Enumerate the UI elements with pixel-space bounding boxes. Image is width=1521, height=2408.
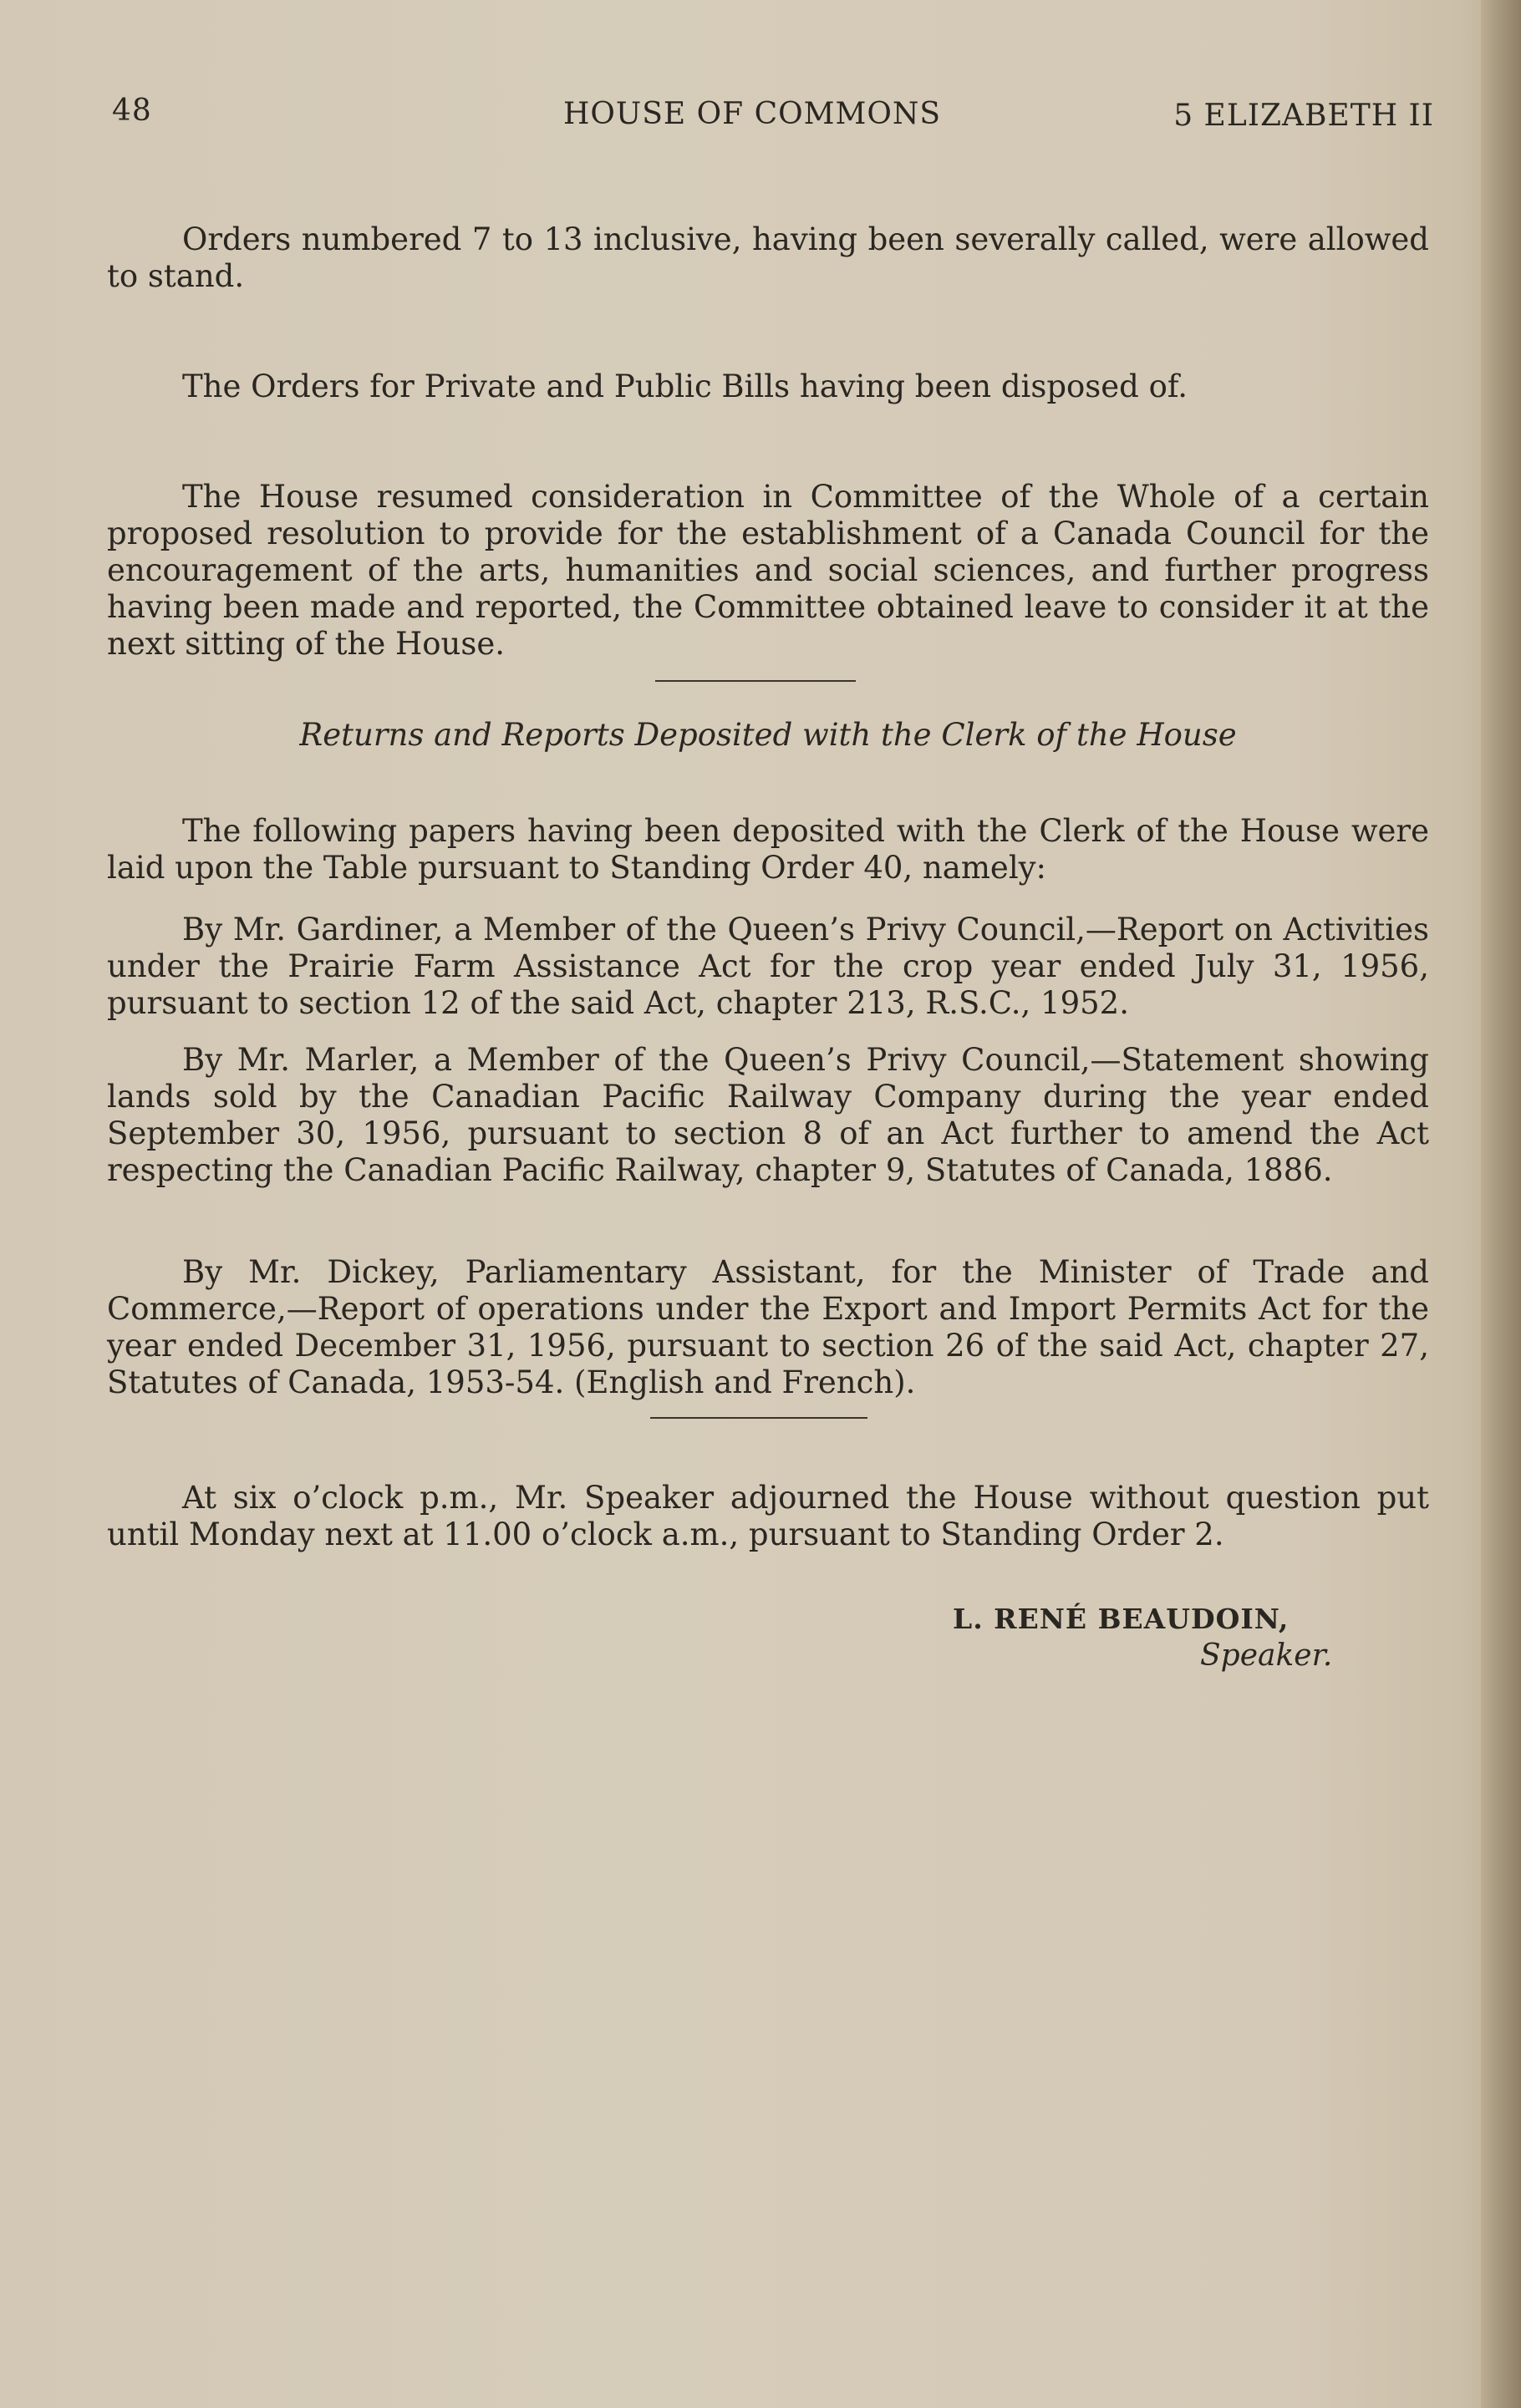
- closing-divider: [650, 1417, 867, 1419]
- returns-intro: The following papers having been deposited with the Clerk of the House were laid upon the Table pursuant to Standing Order 40, namely:: [107, 813, 1429, 886]
- section-divider: [655, 680, 856, 682]
- signature-block: [953, 1601, 1421, 1674]
- paragraph-canada-council: The House resumed consideration in Committee of the Whole of a certain proposed resolution to provide for the establishment of a Canada Council for the encouragement of the arts, humanities and social sciences, and further progress having been made and reported, the Committee obtained leave to consider it at the next sitting of the House.: [107, 479, 1429, 662]
- section-heading: Returns and Reports Deposited with the Clerk of the House: [299, 717, 1237, 753]
- return-item-dickey: By Mr. Dickey, Parliamentary Assistant, for the Minister of Trade and Commerce,—Report of operations under the Export and Import Permits Act for the year ended December 31, 1956, pursuant to section 26 of the said Act, chapter 27, Statutes of Canada, 1953-54. (English and French).: [107, 1254, 1429, 1400]
- running-title: HOUSE OF COMMONS: [563, 97, 942, 131]
- return-item-gardiner: By Mr. Gardiner, a Member of the Queen’s Privy Council,—Report on Activities under the Prairie Farm Assistance Act for the crop year ended July 31, 1956, pursuant to section 12 of the said Act, chapter 213, R.S.C., 1952.: [107, 912, 1429, 1021]
- return-item-marler: By Mr. Marler, a Member of the Queen’s Privy Council,—Statement showing lands sold by the Canadian Pacific Railway Company during the year ended September 30, 1956, pursuant to section 8 of an Act further to amend the Act respecting the Canadian Pacific Railway, chapter 9, Statutes of Canada, 1886.: [107, 1042, 1429, 1188]
- session-label: 5 ELIZABETH II: [1173, 99, 1434, 133]
- page-number: 48: [112, 94, 152, 128]
- signatory-name: L. RENÉ BEAUDOIN,: [953, 1603, 1290, 1635]
- paragraph-bills-disposed: The Orders for Private and Public Bills having been disposed of.: [182, 368, 1188, 404]
- page-header: [112, 94, 1434, 144]
- paragraph-orders-stand: Orders numbered 7 to 13 inclusive, having been severally called, were allowed to stand.: [107, 221, 1429, 294]
- book-spine-shadow: [1481, 0, 1521, 2408]
- adjournment-paragraph: At six o’clock p.m., Mr. Speaker adjourned the House without question put until Monday next at 11.00 o’clock a.m., pursuant to Standing Order 2.: [107, 1480, 1429, 1552]
- signatory-title: Speaker.: [1200, 1638, 1333, 1673]
